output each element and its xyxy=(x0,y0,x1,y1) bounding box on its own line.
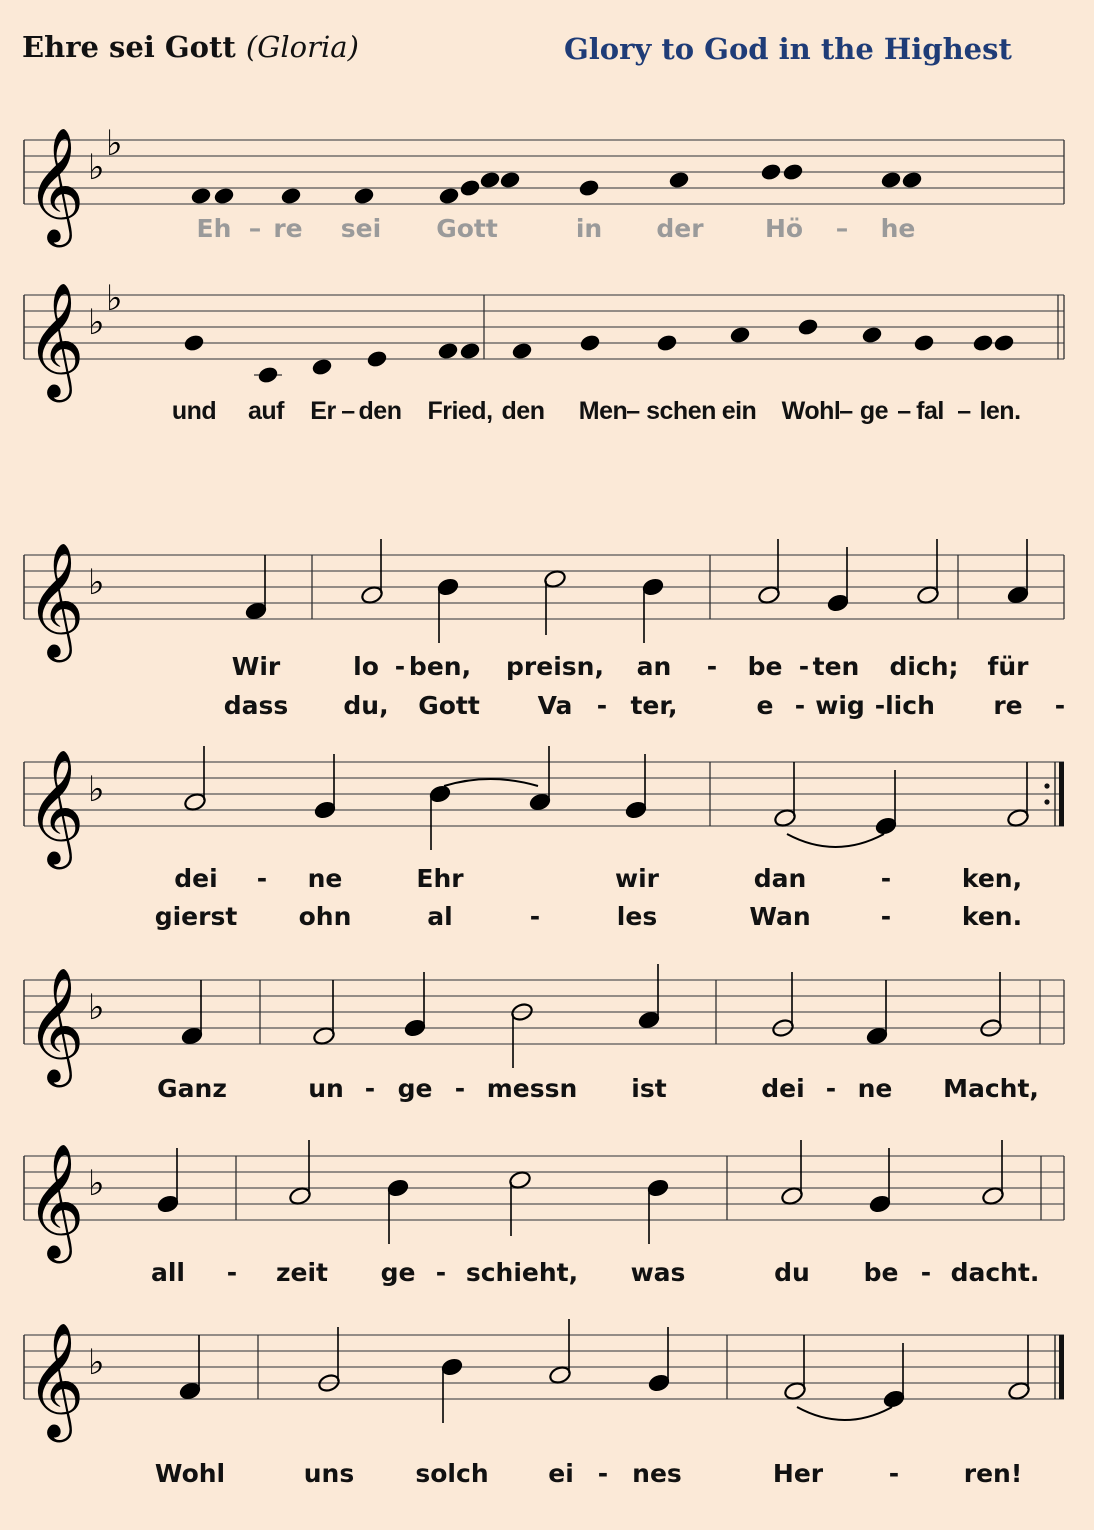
page-title xyxy=(22,30,359,64)
lyric-syllable: du xyxy=(774,1258,810,1287)
lyric-syllable: – xyxy=(839,397,853,425)
lyric-syllable: Ehr xyxy=(416,864,464,893)
lyric-syllable: ter, xyxy=(630,691,678,720)
quarter-note-head xyxy=(782,163,804,182)
flat-icon: ♭ xyxy=(106,123,123,165)
treble-clef-icon: 𝄞 xyxy=(26,282,85,398)
lyric-syllable: ren! xyxy=(963,1459,1023,1488)
lyric-syllable: – xyxy=(957,397,971,425)
lyric-syllable: ken, xyxy=(961,864,1023,893)
repeat-dot xyxy=(1044,799,1049,804)
quarter-note-head xyxy=(511,342,533,361)
lyric-syllable: und xyxy=(171,397,217,425)
lyric-syllable: - xyxy=(794,691,806,720)
lyric-syllable: - xyxy=(394,652,406,681)
treble-clef-icon: 𝄞 xyxy=(26,127,85,243)
quarter-note-head xyxy=(183,334,205,353)
lyric-syllable: Gott xyxy=(436,214,498,243)
lyric-syllable: - xyxy=(1054,691,1066,720)
flat-icon: ♭ xyxy=(106,278,123,320)
lyric-syllable: Her xyxy=(772,1459,824,1488)
repeat-dot xyxy=(1044,783,1049,788)
lyric-syllable: len. xyxy=(979,397,1021,425)
lyric-syllable: ne xyxy=(307,864,343,893)
lyric-syllable: zeit xyxy=(275,1258,329,1287)
lyric-syllable: dass xyxy=(223,691,289,720)
lyric-syllable: – xyxy=(897,397,911,425)
title-german: Ehre sei Gott xyxy=(22,30,236,64)
lyric-syllable: - xyxy=(706,652,718,681)
lyric-syllable: lo xyxy=(353,652,379,681)
lyric-syllable: ten xyxy=(812,652,860,681)
lyric-syllable: ne xyxy=(857,1074,893,1103)
quarter-note-head xyxy=(459,342,481,361)
lyric-syllable: fal xyxy=(916,397,944,425)
lyric-syllable: Wan xyxy=(749,902,811,931)
quarter-note-head xyxy=(579,334,601,353)
lyric-syllable: messn xyxy=(486,1074,578,1103)
title-english: Glory to God in the Highest xyxy=(564,32,1012,66)
quarter-note-head xyxy=(901,171,923,190)
quarter-note-head xyxy=(280,187,302,206)
quarter-note-head xyxy=(437,342,459,361)
final-barline-thick xyxy=(1059,1335,1064,1399)
lyric-syllable: schen xyxy=(646,397,716,425)
lyric-syllable: be xyxy=(863,1258,899,1287)
lyric-syllable: du, xyxy=(343,691,389,720)
lyric-syllable: re xyxy=(273,214,303,243)
lyric-syllable: Hö xyxy=(764,214,804,243)
staff-svg xyxy=(0,123,1094,270)
flat-icon: ♭ xyxy=(88,562,105,604)
treble-clef-icon: 𝄞 xyxy=(26,542,85,658)
lyric-syllable: Er xyxy=(310,397,336,425)
lyric-syllable: Ganz xyxy=(157,1074,227,1103)
quarter-note-head xyxy=(861,326,883,345)
slur xyxy=(797,1407,892,1420)
lyric-syllable: wir xyxy=(615,864,659,893)
lyric-syllable: - xyxy=(529,902,541,931)
lyric-syllable: Eh xyxy=(196,214,232,243)
quarter-note-head xyxy=(913,334,935,353)
lyric-syllable: - xyxy=(880,864,892,893)
lyric-syllable: – xyxy=(248,214,262,243)
lyric-syllable: Wir xyxy=(231,652,281,681)
lyric-syllable: Macht, xyxy=(943,1074,1039,1103)
lyric-syllable: al xyxy=(427,902,453,931)
quarter-note-head xyxy=(499,171,521,190)
lyric-syllable: auf xyxy=(248,397,284,425)
lyric-syllable: nes xyxy=(632,1459,682,1488)
lyric-syllable: be xyxy=(747,652,783,681)
staff-system-4 xyxy=(0,749,1094,942)
treble-clef-icon: 𝄞 xyxy=(26,967,85,1083)
lyric-syllable: ge xyxy=(859,397,889,425)
quarter-note-head xyxy=(438,187,460,206)
lyric-syllable: Fried, xyxy=(427,397,493,425)
lyric-syllable: Gott xyxy=(418,691,480,720)
final-barline-thick xyxy=(1059,762,1064,826)
treble-clef-icon: 𝄞 xyxy=(26,1322,85,1438)
lyric-syllable: un xyxy=(308,1074,344,1103)
lyric-syllable: ohn xyxy=(298,902,352,931)
lyric-syllable: – xyxy=(626,397,640,425)
lyric-syllable: - xyxy=(880,902,892,931)
staff-system-1 xyxy=(0,123,1094,270)
lyric-syllable: was xyxy=(630,1258,686,1287)
lyric-syllable: Va xyxy=(537,691,573,720)
lyric-syllable: he xyxy=(880,214,916,243)
lyric-syllable: für xyxy=(987,652,1029,681)
quarter-note-head xyxy=(578,179,600,198)
lyric-syllable: dich; xyxy=(889,652,959,681)
lyric-syllable: - xyxy=(226,1258,238,1287)
lyric-syllable: an xyxy=(636,652,672,681)
treble-clef-icon: 𝄞 xyxy=(26,749,85,865)
quarter-note-head xyxy=(760,163,782,182)
lyric-syllable: dei xyxy=(174,864,218,893)
staff-system-3 xyxy=(0,542,1094,725)
lyric-syllable: dan xyxy=(753,864,807,893)
lyric-syllable: - xyxy=(256,864,268,893)
treble-clef-icon: 𝄞 xyxy=(26,1143,85,1259)
lyric-syllable: ist xyxy=(631,1074,667,1103)
staff-system-7 xyxy=(0,1322,1094,1495)
lyric-syllable: Wohl xyxy=(154,1459,226,1488)
quarter-note-head xyxy=(257,366,279,385)
flat-icon: ♭ xyxy=(88,147,105,189)
lyric-syllable: Men xyxy=(578,397,628,425)
staff-system-5 xyxy=(0,967,1094,1110)
lyric-syllable: - xyxy=(597,1459,609,1488)
lyric-syllable: uns xyxy=(303,1459,355,1488)
lyric-syllable: – xyxy=(341,397,355,425)
lyric-syllable: wig xyxy=(815,691,865,720)
staff-system-6 xyxy=(0,1143,1094,1287)
title-german-alt: (Gloria) xyxy=(245,30,359,64)
lyric-syllable: preisn, xyxy=(506,652,604,681)
flat-icon: ♭ xyxy=(88,987,105,1029)
lyric-syllable: dacht. xyxy=(950,1258,1040,1287)
lyric-syllable: - xyxy=(825,1074,837,1103)
quarter-note-head xyxy=(190,187,212,206)
quarter-note-head xyxy=(993,334,1015,353)
lyric-syllable: in xyxy=(575,214,603,243)
lyric-syllable: den xyxy=(358,397,402,425)
lyric-syllable: - xyxy=(920,1258,932,1287)
quarter-note-head xyxy=(366,350,388,369)
lyric-syllable: gierst xyxy=(154,902,238,931)
quarter-note-head xyxy=(668,171,690,190)
lyric-syllable: dei xyxy=(761,1074,805,1103)
lyric-syllable: les xyxy=(616,902,658,931)
flat-icon: ♭ xyxy=(88,769,105,811)
flat-icon: ♭ xyxy=(88,302,105,344)
lyric-syllable: ken. xyxy=(961,902,1023,931)
slur xyxy=(444,779,538,786)
lyric-syllable: - xyxy=(798,652,810,681)
lyric-syllable: – xyxy=(835,214,849,243)
staff-system-2 xyxy=(0,278,1094,445)
lyric-syllable: Wohl xyxy=(781,397,841,425)
flat-icon: ♭ xyxy=(88,1163,105,1205)
quarter-note-head xyxy=(213,187,235,206)
quarter-note-head xyxy=(880,171,902,190)
lyric-syllable: - xyxy=(454,1074,466,1103)
quarter-note-head xyxy=(479,171,501,190)
lyric-syllable: e xyxy=(756,691,774,720)
lyric-syllable: lich xyxy=(885,691,935,720)
lyric-syllable: solch xyxy=(415,1459,489,1488)
quarter-note-head xyxy=(797,318,819,337)
lyric-syllable: - xyxy=(364,1074,376,1103)
quarter-note-head xyxy=(311,358,333,377)
lyric-syllable: - xyxy=(596,691,608,720)
lyric-syllable: ge xyxy=(380,1258,416,1287)
lyric-syllable: - xyxy=(888,1459,900,1488)
quarter-note-head xyxy=(729,326,751,345)
lyric-syllable: der xyxy=(656,214,704,243)
flat-icon: ♭ xyxy=(88,1342,105,1384)
slur xyxy=(787,834,884,847)
lyric-syllable: re xyxy=(993,691,1023,720)
lyric-syllable: all xyxy=(150,1258,186,1287)
lyric-syllable: ei xyxy=(548,1459,574,1488)
lyric-syllable: - xyxy=(435,1258,447,1287)
lyric-syllable: ein xyxy=(721,397,757,425)
lyric-syllable: schieht, xyxy=(465,1258,579,1287)
lyric-syllable: den xyxy=(501,397,545,425)
lyric-syllable: - xyxy=(874,691,886,720)
lyric-syllable: ge xyxy=(397,1074,433,1103)
quarter-note-head xyxy=(353,187,375,206)
quarter-note-head xyxy=(972,334,994,353)
lyric-syllable: sei xyxy=(340,214,382,243)
lyric-syllable: ben, xyxy=(408,652,472,681)
quarter-note-head xyxy=(656,334,678,353)
quarter-note-head xyxy=(459,179,481,198)
